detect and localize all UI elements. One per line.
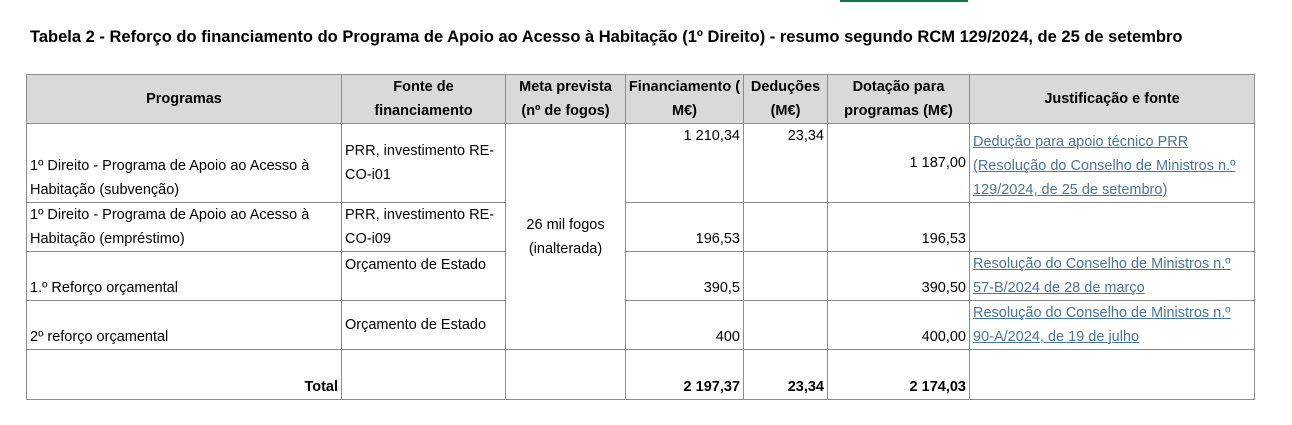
cell-meta [506, 350, 626, 400]
cell-justificacao [970, 203, 1255, 252]
header-justificacao: Justificação e fonte [970, 75, 1255, 124]
cell-dotacao: 196,53 [828, 203, 970, 252]
header-dotacao: Dotação para programas (M€) [828, 75, 970, 124]
table-row [27, 203, 1255, 252]
cell-fonte: PRR, investimento RE-CO-i09 [342, 203, 506, 252]
total-dotacao: 2 174,03 [828, 350, 970, 400]
selected-tab-indicator [840, 0, 968, 2]
cell-fonte: Orçamento de Estado [342, 301, 506, 350]
total-deducoes: 23,34 [744, 350, 828, 400]
cell-justificacao[interactable] [970, 252, 1255, 301]
total-financiamento: 2 197,37 [626, 350, 744, 400]
cell-fonte [342, 350, 506, 400]
table-row [27, 301, 1255, 350]
funding-table [26, 74, 1255, 400]
justificacao-link[interactable]: Resolução do Conselho de Ministros n.º 57-B/2024 de 28 de março [973, 256, 1231, 296]
cell-dotacao: 400,00 [828, 301, 970, 350]
cell-programa: 1º Direito - Programa de Apoio ao Acesso à Habitação (empréstimo) [27, 203, 342, 252]
header-row [27, 75, 1255, 124]
cell-financiamento: 196,53 [626, 203, 744, 252]
header-meta: Meta prevista (nº de fogos) [506, 75, 626, 124]
cell-deducoes [744, 252, 828, 301]
cell-financiamento: 400 [626, 301, 744, 350]
cell-justificacao[interactable] [970, 124, 1255, 203]
header-fonte: Fonte de financiamento [342, 75, 506, 124]
justificacao-link[interactable]: Dedução para apoio técnico PRR (Resolução do Conselho de Ministros n.º 129/2024, de 25 de setembro) [973, 134, 1236, 198]
cell-fonte: Orçamento de Estado [342, 252, 506, 301]
total-row [27, 350, 1255, 400]
cell-justificacao[interactable] [970, 301, 1255, 350]
table-title: Tabela 2 - Reforço do financiamento do Programa de Apoio ao Acesso à Habitação (1º Direito) - resumo segundo RCM 129/2024, de 25 de setembro [30, 28, 1183, 46]
cell-dotacao: 1 187,00 [828, 124, 970, 203]
cell-meta: 26 mil fogos (inalterada) [506, 124, 626, 350]
header-financiamento: Financiamento ( M€) [626, 75, 744, 124]
cell-deducoes [744, 301, 828, 350]
table-row [27, 252, 1255, 301]
cell-justificacao [970, 350, 1255, 400]
cell-programa: 2º reforço orçamental [27, 301, 342, 350]
header-programas: Programas [27, 75, 342, 124]
cell-programa: 1º Direito - Programa de Apoio ao Acesso à Habitação (subvenção) [27, 124, 342, 203]
table-row [27, 124, 1255, 203]
cell-fonte: PRR, investimento RE-CO-i01 [342, 124, 506, 203]
cell-deducoes: 23,34 [744, 124, 828, 203]
cell-dotacao: 390,50 [828, 252, 970, 301]
total-label: Total [27, 350, 342, 400]
cell-programa: 1.º Reforço orçamental [27, 252, 342, 301]
header-deducoes: Deduções (M€) [744, 75, 828, 124]
cell-financiamento: 1 210,34 [626, 124, 744, 203]
justificacao-link[interactable]: Resolução do Conselho de Ministros n.º 90-A/2024, de 19 de julho [973, 305, 1231, 345]
cell-deducoes [744, 203, 828, 252]
cell-financiamento: 390,5 [626, 252, 744, 301]
